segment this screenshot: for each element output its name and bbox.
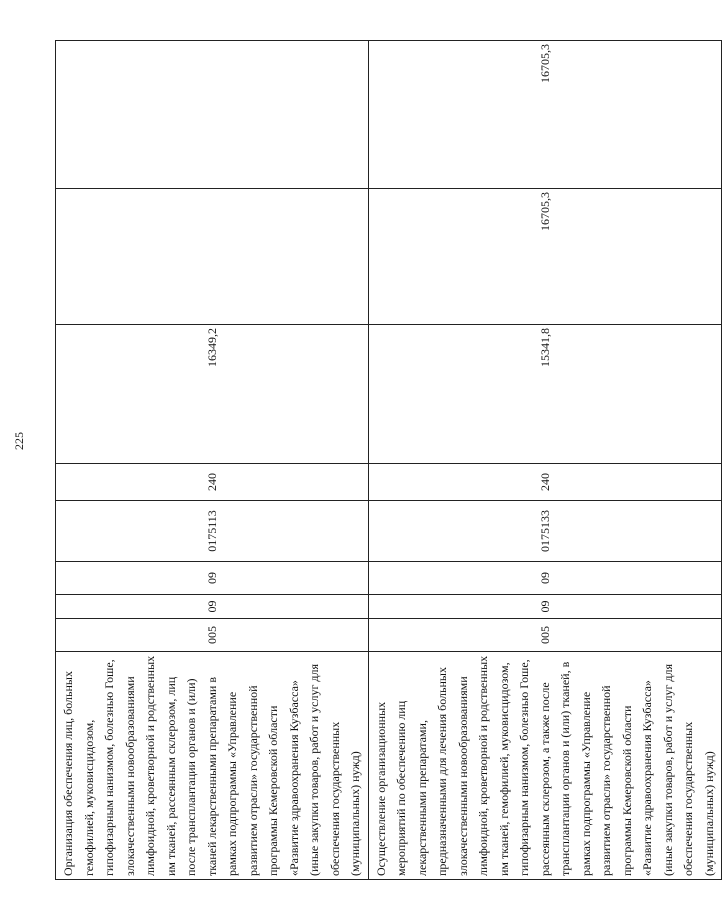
- expense-type-code: 240: [56, 464, 369, 501]
- subsection-code: 09: [368, 562, 722, 595]
- amount-2020: 15341,8: [368, 325, 722, 464]
- page-number: 225: [12, 432, 26, 450]
- amount-2022: [56, 41, 369, 189]
- row-description: Осуществление организационных мероприятий по обеспечению лиц лекарственными препаратами, предназначенными для лечения больных злокачественными новообразованиями лимфоидной, кроветворной и родственных им тканей, гемофилией, муковисцидозом, гипофизарным нанизмом, болезнью Гоше, рассеянным склерозом, а также после трансплантации органов и (или) тканей, в рамках подпрограммы «Управление развитием отрасли» государственной программы Кемеровской области «Развитие здравоохранения Кузбасса» (иные закупки товаров, работ и услуг для обеспечения государственных (муниципальных) нужд): [368, 652, 722, 880]
- amount-2021: [56, 189, 369, 325]
- amount-2021: 16705,3: [368, 189, 722, 325]
- table-row: [56, 41, 369, 880]
- subsection-code: 09: [56, 562, 369, 595]
- budget-table: [55, 40, 722, 880]
- budget-table-container: [55, 41, 716, 880]
- target-article-code: 0175113: [56, 501, 369, 562]
- expense-type-code: 240: [368, 464, 722, 501]
- row-description: Организация обеспечения лиц, больных гемофилией, муковисцидозом, гипофизарным нанизмом, болезнью Гоше, злокачественными новообразованиями лимфоидной, кроветворной и родственных им тканей, рассеянным склерозом, лиц после трансплантации органов и (или) тканей лекарственными препаратами в рамках подпрограммы «Управление развитием отрасли» государственной программы Кемеровской области «Развитие здравоохранения Кузбасса» (иные закупки товаров, работ и услуг для обеспечения государственных (муниципальных) нужд): [56, 652, 369, 880]
- ministry-code: 005: [56, 619, 369, 652]
- section-code: 09: [56, 595, 369, 619]
- ministry-code: 005: [368, 619, 722, 652]
- amount-2022: 16705,3: [368, 41, 722, 189]
- amount-2020: 16349,2: [56, 325, 369, 464]
- section-code: 09: [368, 595, 722, 619]
- target-article-code: 0175133: [368, 501, 722, 562]
- table-row: [368, 41, 722, 880]
